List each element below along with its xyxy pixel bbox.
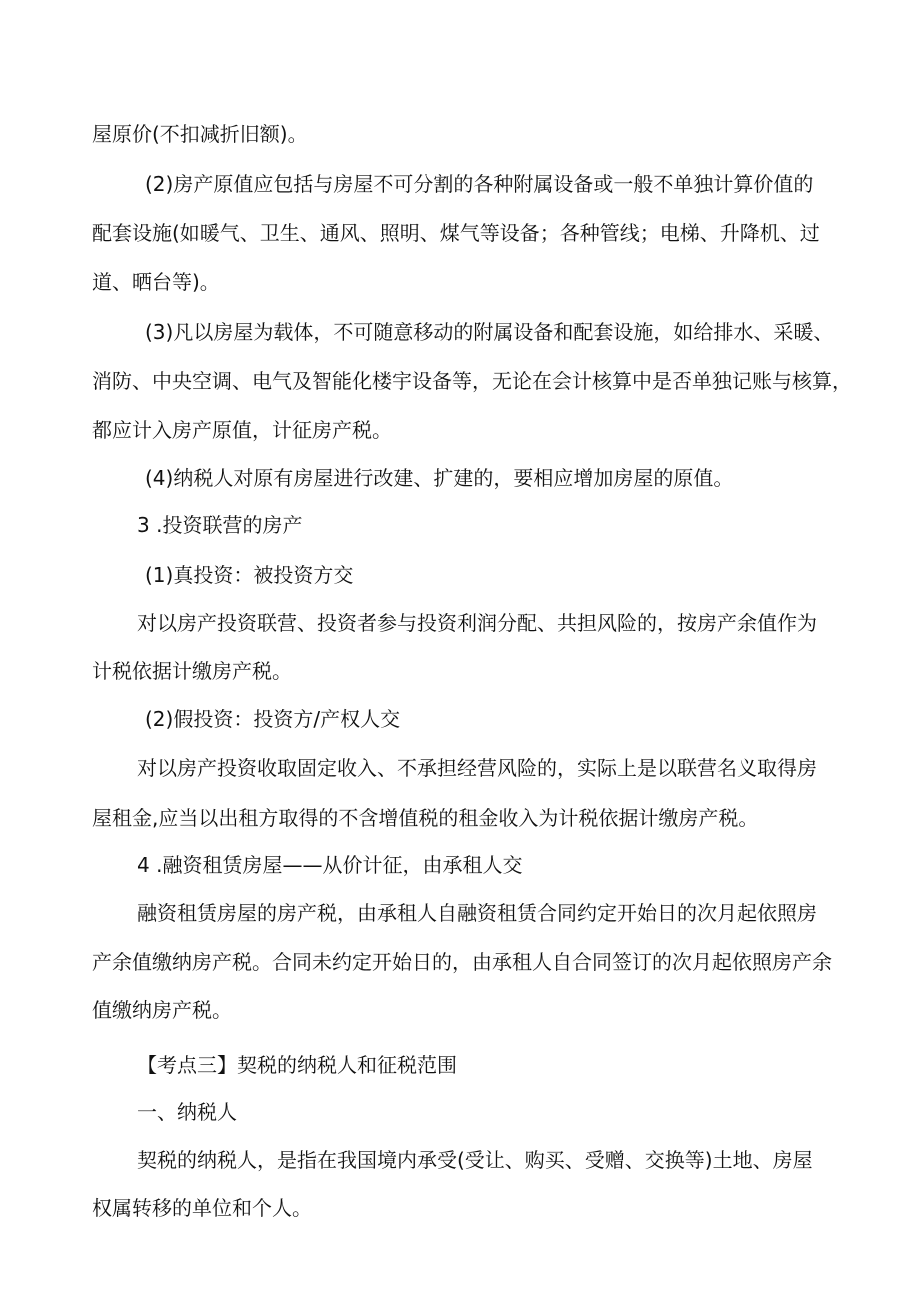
section-heading-3: 3 .投资联营的房产: [137, 513, 303, 537]
topic-heading: 【考点三】契税的纳税人和征税范围: [137, 1053, 457, 1077]
text-line-10: (1)真投资：被投资方交: [145, 563, 354, 587]
text-line-23: 权属转移的单位和个人。: [92, 1196, 312, 1220]
text-line-12: 计税依据计缴房产税。: [92, 659, 292, 683]
text-line-17: 融资租赁房屋的房产税，由承租人自融资租赁合同约定开始日的次月起依照房: [137, 901, 817, 925]
subsection-heading: 一、纳税人: [137, 1100, 237, 1124]
section-heading-4: 4 .融资租赁房屋——从价计征，由承租人交: [137, 853, 523, 877]
text-line-7: 都应计入房产原值，计征房产税。: [92, 418, 392, 442]
text-line-18: 产余值缴纳房产税。合同未约定开始日的，由承租人自合同签订的次月起依照房产余: [92, 950, 832, 974]
text-line-4: 道、晒台等)。: [92, 270, 220, 294]
text-line-5: (3)凡以房屋为载体，不可随意移动的附属设备和配套设施，如给排水、采暖、: [145, 320, 834, 344]
text-line-11: 对以房产投资联营、投资者参与投资利润分配、共担风险的，按房产余值作为: [137, 611, 817, 635]
text-line-22: 契税的纳税人，是指在我国境内承受(受让、购买、受赠、交换等)土地、房屋: [137, 1148, 813, 1172]
text-line-14: 对以房产投资收取固定收入、不承担经营风险的，实际上是以联营名义取得房: [137, 756, 817, 780]
text-line-2: (2)房产原值应包括与房屋不可分割的各种附属设备或一般不单独计算价值的: [145, 172, 814, 196]
text-line-13: (2)假投资：投资方/产权人交: [145, 707, 401, 731]
text-line-3: 配套设施(如暖气、卫生、通风、照明、煤气等设备；各种管线；电梯、升降机、过: [92, 221, 820, 245]
text-line-19: 值缴纳房产税。: [92, 998, 232, 1022]
text-line-15: 屋租金,应当以出租方取得的不含增值税的租金收入为计税依据计缴房产税。: [92, 806, 759, 830]
text-line-1: 屋原价(不扣减折旧额)。: [92, 122, 308, 146]
text-line-8: (4)纳税人对原有房屋进行改建、扩建的，要相应增加房屋的原值。: [145, 466, 734, 490]
text-line-6: 消防、中央空调、电气及智能化楼宇设备等，无论在会计核算中是否单独记账与核算，: [92, 369, 852, 393]
